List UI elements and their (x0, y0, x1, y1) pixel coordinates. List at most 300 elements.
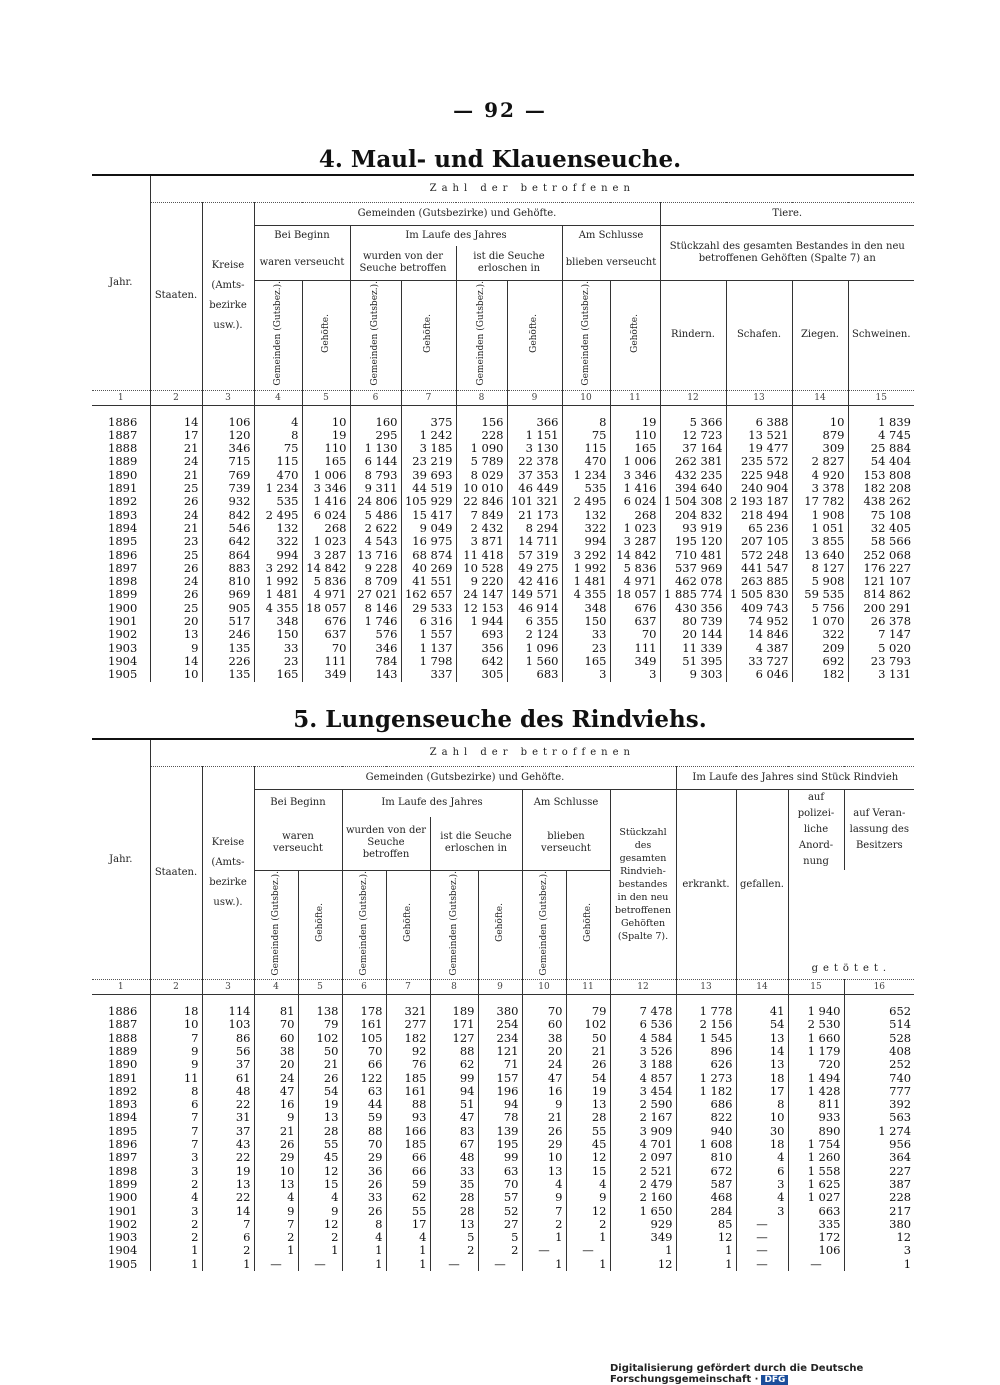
table-cell: 182 208 (848, 482, 914, 495)
table-cell: 940 (676, 1125, 736, 1138)
column-number: 11 (610, 390, 660, 405)
table-cell: 165 (254, 668, 302, 681)
table-cell: 21 173 (507, 509, 562, 522)
table-cell: 1 754 (788, 1138, 844, 1151)
table-row (92, 455, 914, 468)
table-cell: 1 (566, 1231, 610, 1244)
table-cell: 28 (566, 1111, 610, 1124)
table-cell: 3 871 (456, 535, 507, 548)
table-cell: 47 (430, 1111, 478, 1124)
table-cell: 2 193 187 (726, 495, 792, 508)
table-cell: 6 536 (610, 1018, 676, 1031)
table-cell: 165 (610, 442, 660, 455)
table-row (92, 1231, 914, 1244)
table-cell: 22 (202, 1151, 254, 1164)
table-cell: 12 (566, 1151, 610, 1164)
table-cell: 32 405 (848, 522, 914, 535)
table-cell: 349 (610, 655, 660, 668)
table-cell: 18 057 (610, 588, 660, 601)
table-cell: 2 (566, 1218, 610, 1231)
table-cell: 4 (736, 1191, 788, 1204)
table-cell: 70 (302, 642, 350, 655)
table-cell: 1 650 (610, 1205, 676, 1218)
table-cell: 348 (562, 602, 610, 615)
table-cell: 14 (150, 655, 202, 668)
table-cell: 394 640 (660, 482, 726, 495)
table-cell: 356 (456, 642, 507, 655)
table-cell: 3 346 (610, 469, 660, 482)
gemeinden-col-header: Gemeinden (Gutsbez.). (270, 870, 281, 976)
polizei-header: auf polizei- liche Anord- nung (788, 790, 844, 871)
year-cell: 1896 (108, 547, 138, 562)
year-cell: 1895 (108, 534, 138, 549)
table-cell: 268 (302, 522, 350, 535)
table-cell: 121 (478, 1045, 522, 1058)
table-row (92, 549, 914, 562)
table-row (92, 509, 914, 522)
table-cell: 18 (736, 1072, 788, 1085)
table-cell: 217 (844, 1205, 914, 1218)
table-cell: 50 (298, 1045, 342, 1058)
table-cell: 1 940 (788, 995, 844, 1019)
table-cell: 1 (202, 1258, 254, 1271)
table-cell: 1 242 (401, 429, 456, 442)
table-cell: 1 839 (848, 405, 914, 429)
table-cell: 54 (298, 1085, 342, 1098)
table-cell: 2 521 (610, 1165, 676, 1178)
table-cell: — (478, 1258, 522, 1271)
table-cell: 75 108 (848, 509, 914, 522)
table-cell: 7 (522, 1205, 566, 1218)
table-row (92, 1018, 914, 1031)
table-cell: 195 (478, 1138, 522, 1151)
column-number: 7 (401, 390, 456, 405)
table-cell: 1 908 (792, 509, 848, 522)
table-cell: 322 (792, 628, 848, 641)
column-number: 11 (566, 980, 610, 995)
table-cell: 4 (254, 405, 302, 429)
table-cell: 672 (676, 1165, 736, 1178)
table-cell: 9 (566, 1191, 610, 1204)
rindvieh-group-header: Im Laufe des Jahres sind Stück Rindvieh (676, 767, 914, 790)
column-number: 12 (660, 390, 726, 405)
table-cell: 1 (522, 1258, 566, 1271)
table-cell: 1 006 (302, 469, 350, 482)
table-cell: 5 836 (610, 562, 660, 575)
table-cell: 5 908 (792, 575, 848, 588)
table-cell: 7 (150, 1032, 202, 1045)
table-cell: 101 321 (507, 495, 562, 508)
table-cell: 52 (478, 1205, 522, 1218)
year-cell: 1904 (108, 653, 138, 668)
table-cell: 43 (202, 1138, 254, 1151)
table-cell: 13 (522, 1165, 566, 1178)
column-number-row (92, 980, 914, 995)
table-cell: 58 566 (848, 535, 914, 548)
table-cell: 277 (386, 1018, 430, 1031)
col-jahr-header: Jahr. (109, 276, 133, 288)
table-cell: 546 (202, 522, 254, 535)
table-cell: 17 (150, 429, 202, 442)
table-cell: 1 (522, 1231, 566, 1244)
table-cell: 3 (562, 668, 610, 681)
table-cell: 204 832 (660, 509, 726, 522)
table-cell: 1 660 (788, 1032, 844, 1045)
table-cell: 5 756 (792, 602, 848, 615)
table-cell: 1 182 (676, 1085, 736, 1098)
table-cell: 929 (610, 1218, 676, 1231)
table-cell: 1 416 (302, 495, 350, 508)
table-cell: 1 (254, 1244, 298, 1257)
table-row (92, 1138, 914, 1151)
table-cell: 31 (202, 1111, 254, 1124)
table-cell: 15 (298, 1178, 342, 1191)
column-number: 13 (726, 390, 792, 405)
table-cell: 2 479 (610, 1178, 676, 1191)
table-cell: 576 (350, 628, 401, 641)
table-cell: 22 846 (456, 495, 507, 508)
table-cell: — (788, 1258, 844, 1271)
table-cell: 864 (202, 549, 254, 562)
table-cell: 40 269 (401, 562, 456, 575)
table-cell: 70 (610, 628, 660, 641)
column-number: 1 (92, 980, 150, 995)
table-cell: 70 (522, 995, 566, 1019)
table-cell: 2 495 (254, 509, 302, 522)
table-cell: 20 144 (660, 628, 726, 641)
year-cell: 1895 (108, 1123, 138, 1138)
table-cell: 15 417 (401, 509, 456, 522)
table-cell: 335 (788, 1218, 844, 1231)
table-cell: 2 (150, 1178, 202, 1191)
table-row (92, 1165, 914, 1178)
gemeinden-col-header: Gemeinden (Gutsbez.). (272, 281, 283, 386)
table-row (92, 1205, 914, 1218)
table-cell: 348 (254, 615, 302, 628)
table-cell: 2 167 (610, 1111, 676, 1124)
table-cell: 693 (456, 628, 507, 641)
table-cell: 322 (562, 522, 610, 535)
year-cell: 1896 (108, 1137, 138, 1152)
schafen-header: Schafen. (726, 281, 792, 391)
table-cell: 9 (150, 1058, 202, 1071)
table-cell: 2 (478, 1244, 522, 1257)
table-cell: 19 (610, 405, 660, 429)
table-cell: 676 (610, 602, 660, 615)
table-row (92, 575, 914, 588)
table-cell: 5 789 (456, 455, 507, 468)
column-number: 16 (844, 980, 914, 995)
table-cell: 135 (202, 642, 254, 655)
table-cell: 81 (254, 995, 298, 1019)
column-number: 3 (202, 980, 254, 995)
table-cell: 263 885 (726, 575, 792, 588)
table-cell: 23 (562, 642, 610, 655)
table-cell: 51 395 (660, 655, 726, 668)
table-row (92, 495, 914, 508)
table-cell: 54 404 (848, 455, 914, 468)
table-cell: 106 (202, 405, 254, 429)
table-cell: 9 (150, 1045, 202, 1058)
beginn-header: Bei Beginn (254, 226, 350, 247)
table-cell: 8 146 (350, 602, 401, 615)
table-cell: 1 (386, 1258, 430, 1271)
table-cell: 27 021 (350, 588, 401, 601)
beginn-sub-header: waren verseucht (254, 246, 350, 281)
table-cell: 36 (342, 1165, 386, 1178)
table-cell: 45 (298, 1151, 342, 1164)
table-cell: 47 (254, 1085, 298, 1098)
table-cell: 22 (202, 1191, 254, 1204)
table-cell: 16 (522, 1085, 566, 1098)
table-cell: 68 874 (401, 549, 456, 562)
table5-title: 5. Lungenseuche des Rindviehs. (293, 706, 707, 733)
laufe-header: Im Laufe des Jahres (350, 226, 562, 247)
table-cell: 720 (788, 1058, 844, 1071)
stueckzahl-header: Stückzahl des gesamten Rindvieh- bestandes in den neu betroffenen Gehöften (Spalte 7). (610, 790, 676, 980)
table-cell: 309 (792, 442, 848, 455)
table-cell: 364 (844, 1151, 914, 1164)
table-cell: 1 273 (676, 1072, 736, 1085)
year-cell: 1903 (108, 640, 138, 655)
table-cell: 1 494 (788, 1072, 844, 1085)
table-cell: 2 156 (676, 1018, 736, 1031)
table-cell: 4 701 (610, 1138, 676, 1151)
table-cell: 162 657 (401, 588, 456, 601)
table-cell: 209 (792, 642, 848, 655)
column-number: 10 (522, 980, 566, 995)
schluss-header: Am Schlusse (522, 790, 610, 817)
table-cell: 24 147 (456, 588, 507, 601)
table-cell: 23 219 (401, 455, 456, 468)
table-cell: 6 355 (507, 615, 562, 628)
table-cell: 79 (298, 1018, 342, 1031)
table-cell: 375 (401, 405, 456, 429)
table-cell: 79 (566, 995, 610, 1019)
table-cell: 346 (202, 442, 254, 455)
column-number: 15 (848, 390, 914, 405)
table-row (92, 642, 914, 655)
gemeinden-col-header: Gemeinden (Gutsbez.). (476, 281, 486, 386)
column-number: 4 (254, 980, 298, 995)
table-cell: 24 (150, 575, 202, 588)
table-cell: 7 (202, 1218, 254, 1231)
table-cell: 6 (736, 1165, 788, 1178)
table-cell: 432 235 (660, 469, 726, 482)
column-number: 12 (610, 980, 676, 995)
table-cell: 165 (302, 455, 350, 468)
table-cell: 5 486 (350, 509, 401, 522)
table-cell: 21 (150, 522, 202, 535)
table-cell: 2 590 (610, 1098, 676, 1111)
table-cell: 1 504 308 (660, 495, 726, 508)
table-cell: 37 (202, 1058, 254, 1071)
year-cell: 1892 (108, 1083, 138, 1098)
table-cell: 7 (150, 1125, 202, 1138)
table-cell: 890 (788, 1125, 844, 1138)
table-cell: 409 743 (726, 602, 792, 615)
table-cell: 13 (430, 1218, 478, 1231)
table-cell: 47 (522, 1072, 566, 1085)
table-cell: 1 545 (676, 1032, 736, 1045)
table-cell: 17 (736, 1085, 788, 1098)
table-cell: 1 027 (788, 1191, 844, 1204)
table-row (92, 628, 914, 641)
year-cell: 1901 (108, 614, 138, 629)
table-cell: 2 124 (507, 628, 562, 641)
table-cell: 366 (507, 405, 562, 429)
table-cell: 3 287 (610, 535, 660, 548)
table-cell: 349 (610, 1231, 676, 1244)
table-cell: 21 (566, 1045, 610, 1058)
dfg-footer (610, 1363, 1000, 1385)
table-cell: 29 533 (401, 602, 456, 615)
column-number: 9 (478, 980, 522, 995)
year-cell: 1894 (108, 1110, 138, 1125)
table-cell: 93 919 (660, 522, 726, 535)
schluss-sub-header: blieben verseucht (522, 817, 610, 870)
table-cell: 3 (150, 1165, 202, 1178)
table-cell: 7 849 (456, 509, 507, 522)
table-cell: 11 (150, 1072, 202, 1085)
table-cell: 9 220 (456, 575, 507, 588)
gemeinden-col-header: Gemeinden (Gutsbez.). (580, 281, 591, 386)
column-number-row (92, 390, 914, 405)
table-cell: 24 (150, 509, 202, 522)
table-cell: 5 836 (302, 575, 350, 588)
table-cell: 160 (350, 405, 401, 429)
table-row (92, 405, 914, 429)
table-cell: 10 (522, 1151, 566, 1164)
table-cell: 4 (522, 1178, 566, 1191)
table-cell: 811 (788, 1098, 844, 1111)
table-cell: 1 481 (254, 588, 302, 601)
table-cell: 55 (386, 1205, 430, 1218)
beginn-sub-header: waren verseucht (254, 817, 342, 870)
column-number: 14 (736, 980, 788, 995)
table-cell: 25 (150, 602, 202, 615)
year-cell: 1899 (108, 1176, 138, 1191)
table-cell: 392 (844, 1098, 914, 1111)
table-cell: 6 046 (726, 668, 792, 681)
year-cell: 1894 (108, 520, 138, 535)
table-cell: 63 (478, 1165, 522, 1178)
table-cell: 110 (302, 442, 350, 455)
table-cell: 254 (478, 1018, 522, 1031)
table-cell: — (736, 1244, 788, 1257)
table-cell: 1 798 (401, 655, 456, 668)
table-cell: 10 (792, 405, 848, 429)
table-cell: 70 (342, 1045, 386, 1058)
table-cell: 83 (430, 1125, 478, 1138)
table-cell: 8 127 (792, 562, 848, 575)
laufe-betroffen-header: wurden von der Seuche betroffen (350, 246, 456, 281)
table-cell: 46 449 (507, 482, 562, 495)
table-cell: 3 346 (302, 482, 350, 495)
table-cell: 676 (302, 615, 350, 628)
table-cell: 13 (736, 1032, 788, 1045)
table-cell: 6 024 (302, 509, 350, 522)
table-cell: 587 (676, 1178, 736, 1191)
table-cell: 1 (342, 1244, 386, 1257)
table-cell: 4 (736, 1151, 788, 1164)
table-cell: 905 (202, 602, 254, 615)
table-cell: 122 (342, 1072, 386, 1085)
table-cell: 9 049 (401, 522, 456, 535)
table-cell: — (298, 1258, 342, 1271)
table-cell: 165 (562, 655, 610, 668)
year-cell: 1893 (108, 1097, 138, 1112)
col-staaten-header: Staaten. (150, 767, 202, 980)
table-row (92, 1191, 914, 1204)
table-cell: 44 519 (401, 482, 456, 495)
table-cell: 23 (150, 535, 202, 548)
year-cell: 1892 (108, 494, 138, 509)
table-cell: 468 (676, 1191, 736, 1204)
table-cell: 59 (386, 1178, 430, 1191)
veranlassung-header: auf Veran- lassung des Besitzers (844, 790, 914, 871)
table-cell: 4 387 (726, 642, 792, 655)
table-cell: 26 (342, 1178, 386, 1191)
table-cell: 127 (430, 1032, 478, 1045)
table-cell: 33 (254, 642, 302, 655)
table-row (92, 1125, 914, 1138)
table-cell: 121 107 (848, 575, 914, 588)
table-cell: 6 144 (350, 455, 401, 468)
table-cell: 3 292 (562, 549, 610, 562)
column-number: 2 (150, 980, 202, 995)
table-cell: 769 (202, 469, 254, 482)
table-cell: 842 (202, 509, 254, 522)
table-cell: 102 (566, 1018, 610, 1031)
table-cell: 13 (254, 1178, 298, 1191)
table-cell: 1 625 (788, 1178, 844, 1191)
table-cell: 3 (844, 1244, 914, 1257)
gehoefte-col-header: Gehöfte. (423, 313, 433, 353)
table-cell: — (736, 1231, 788, 1244)
table-cell: 41 (736, 995, 788, 1019)
table-cell: 25 (150, 482, 202, 495)
table-cell: 74 952 (726, 615, 792, 628)
table-cell: 2 530 (788, 1018, 844, 1031)
table-cell: 295 (350, 429, 401, 442)
table-cell: 5 (478, 1231, 522, 1244)
table-cell: 56 (202, 1045, 254, 1058)
table-cell: 441 547 (726, 562, 792, 575)
table-cell: 29 (254, 1151, 298, 1164)
table-cell: 337 (401, 668, 456, 681)
table-cell: 50 (566, 1032, 610, 1045)
column-number: 4 (254, 390, 302, 405)
column-number: 8 (456, 390, 507, 405)
table-cell: 896 (676, 1045, 736, 1058)
table-cell: 228 (456, 429, 507, 442)
table-cell: 14 846 (726, 628, 792, 641)
table-cell: 1 070 (792, 615, 848, 628)
year-cell: 1891 (108, 1070, 138, 1085)
table-cell: 22 (202, 1098, 254, 1111)
table-row (92, 1058, 914, 1071)
table-cell: 3 909 (610, 1125, 676, 1138)
table-cell: 349 (302, 668, 350, 681)
year-cell: 1905 (108, 667, 138, 682)
table-cell: 252 (844, 1058, 914, 1071)
table-row (92, 1151, 914, 1164)
table-cell: 537 969 (660, 562, 726, 575)
table-cell: 8 (562, 405, 610, 429)
table-cell: 240 904 (726, 482, 792, 495)
gemeinden-col-header: Gemeinden (Gutsbez.). (448, 870, 459, 976)
